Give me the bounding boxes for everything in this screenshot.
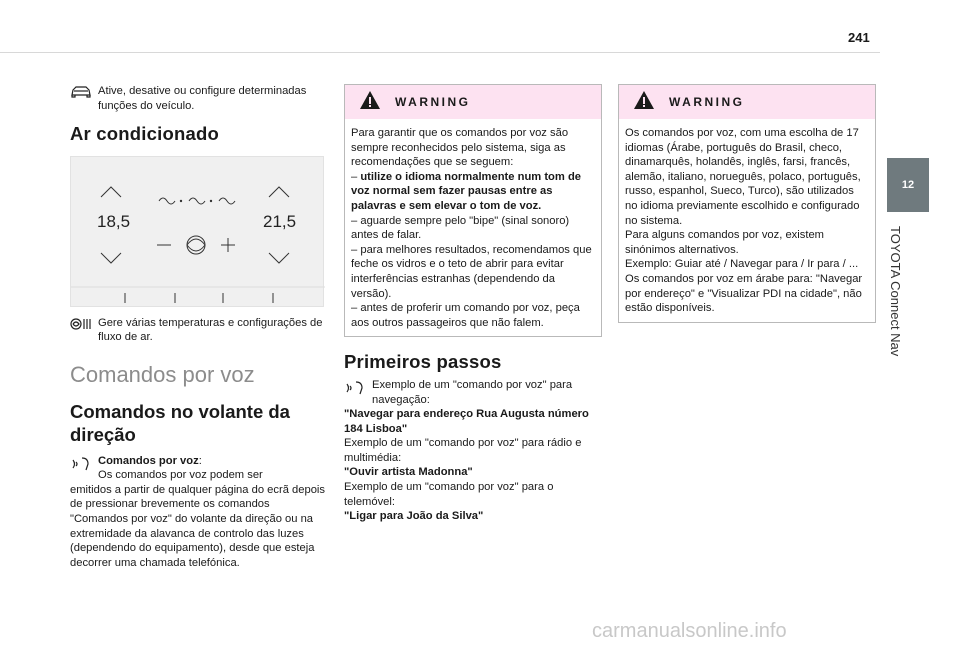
climate-icon <box>70 316 98 332</box>
first-steps-example-1: "Navegar para endereço Rua Augusta número 184 Lisboa" <box>344 408 589 435</box>
ac-heading: Ar condicionado <box>70 123 219 145</box>
chapter-tab-number: 12 <box>901 179 915 191</box>
warning-box-2 <box>618 84 876 323</box>
warning2-p3: Exemplo: Guiar até / Navegar para / Ir para / ... <box>625 258 859 271</box>
warning-header-1 <box>345 85 601 119</box>
ac-caption-row <box>70 316 328 345</box>
voice-label: Comandos por voz <box>98 454 199 467</box>
first-steps-intro-3: Exemplo de um "comando por voz" para o telemóvel: <box>344 481 554 508</box>
top-divider <box>0 52 880 53</box>
warning-icon <box>633 90 659 115</box>
first-steps-intro-row <box>344 378 602 407</box>
warning1-bullet-4: antes de proferir um comando por voz, peça aos outros passageiros que não falem. <box>351 302 580 329</box>
warning1-bullet-1: utilize o idioma normalmente num tom de voz normal sem fazer pausas entre as palavras e sem elevar o tom de voz. <box>351 170 582 212</box>
intro-row <box>70 84 328 113</box>
warning-box-1 <box>344 84 602 337</box>
chapter-tab[interactable] <box>887 158 929 212</box>
voice-text: emitidos a partir de qualquer página do ecrã depois de pressionar brevemente os comandos "Comandos por voz" do volante da direção ou na extremidade da alavanca de controlo das luzes (dependendo do equipamento), desde que esteja decorrer uma chamada telefónica. <box>70 483 325 569</box>
first-steps-example-2: "Ouvir artista Madonna" <box>344 466 473 479</box>
ac-control-panel <box>70 156 324 307</box>
warning-body-1: Para garantir que os comandos por voz são sempre reconhecidos pelo sistema, siga as recomendações que se seguem: – utilize o idioma normalmente num tom de voz normal sem fazer pausas entre as palavras e sem elevar o tom de voz. – aguarde sempre pelo "bipe" (sinal sonoro) antes de falar. – para melhores resultados, recomendamos que feche os vidros e o teto de abrir para evitar interferências estranhas (dependendo da versão). – antes de proferir um comando por voz, peça aos outros passageiros que não falem. <box>345 119 601 336</box>
warning1-bullet-2: aguarde sempre pelo "bipe" (sinal sonoro) antes de falar. <box>351 214 570 242</box>
first-steps-heading: Primeiros passos <box>344 351 502 373</box>
warning-header-2 <box>619 85 875 119</box>
warning2-p1: Os comandos por voz, com uma escolha de 17 idiomas (Árabe, português do Brasil, checo, dinamarquês, holandês, inglês, farsi, francês, alemão, italiano, norueguês, polaco, português, russo, espanhol, Sueco, Turco), são utilizados no idioma previamente escolhido e configurado no sistema. <box>625 127 861 227</box>
column-left <box>70 84 328 570</box>
footer-watermark: carmanualsonline.info <box>592 620 787 642</box>
warning2-p4: Os comandos por voz em árabe para: "Navegar por endereço" e "Visualizar PDI na cidade", não estão disponíveis. <box>625 272 863 315</box>
column-right <box>618 84 876 323</box>
steering-heading: Comandos no volante da direção <box>70 400 290 445</box>
ac-caption: Gere várias temperaturas e configurações de fluxo de ar. <box>98 316 323 344</box>
warning-icon <box>359 90 385 115</box>
voice-intro-row: Comandos por voz: Os comandos por voz podem ser <box>70 454 328 483</box>
chapter-side-label-text: TOYOTA Connect Nav <box>888 226 903 357</box>
temp-right[interactable]: 21,5 <box>263 211 297 231</box>
first-steps-example-3: "Ligar para João da Silva" <box>344 510 484 523</box>
warning-title-2: WARNING <box>669 94 745 109</box>
voice-icon <box>344 378 372 398</box>
temp-left[interactable]: 18,5 <box>97 211 131 231</box>
warning2-p2: Para alguns comandos por voz, existem sinónimos alternativos. <box>625 229 824 256</box>
intro-text: Ative, desative ou configure determinadas funções do veículo. <box>98 85 307 112</box>
warning-title-1: WARNING <box>395 94 471 109</box>
ac-panel-graphic <box>71 157 325 308</box>
page-number: 241 <box>848 30 870 45</box>
voice-text-first: Os comandos por voz podem ser <box>98 469 263 482</box>
chapter-title: Comandos por voz <box>70 361 255 387</box>
chapter-side-label <box>888 226 917 386</box>
voice-icon <box>70 454 98 474</box>
column-middle <box>344 84 602 524</box>
first-steps-intro: Exemplo de um "comando por voz" para navegação: <box>372 378 573 406</box>
warning1-intro: Para garantir que os comandos por voz são sempre reconhecidos pelo sistema, siga as recomendações que se seguem: <box>351 127 569 169</box>
warning-body-2 <box>619 119 875 322</box>
car-icon <box>70 84 98 100</box>
first-steps-intro-2: Exemplo de um "comando por voz" para rádio e multimédia: <box>344 437 582 464</box>
warning1-bullet-3: para melhores resultados, recomendamos que feche os vidros e o teto de abrir para evitar interferências estranhas (dependendo da versão). <box>351 243 592 300</box>
